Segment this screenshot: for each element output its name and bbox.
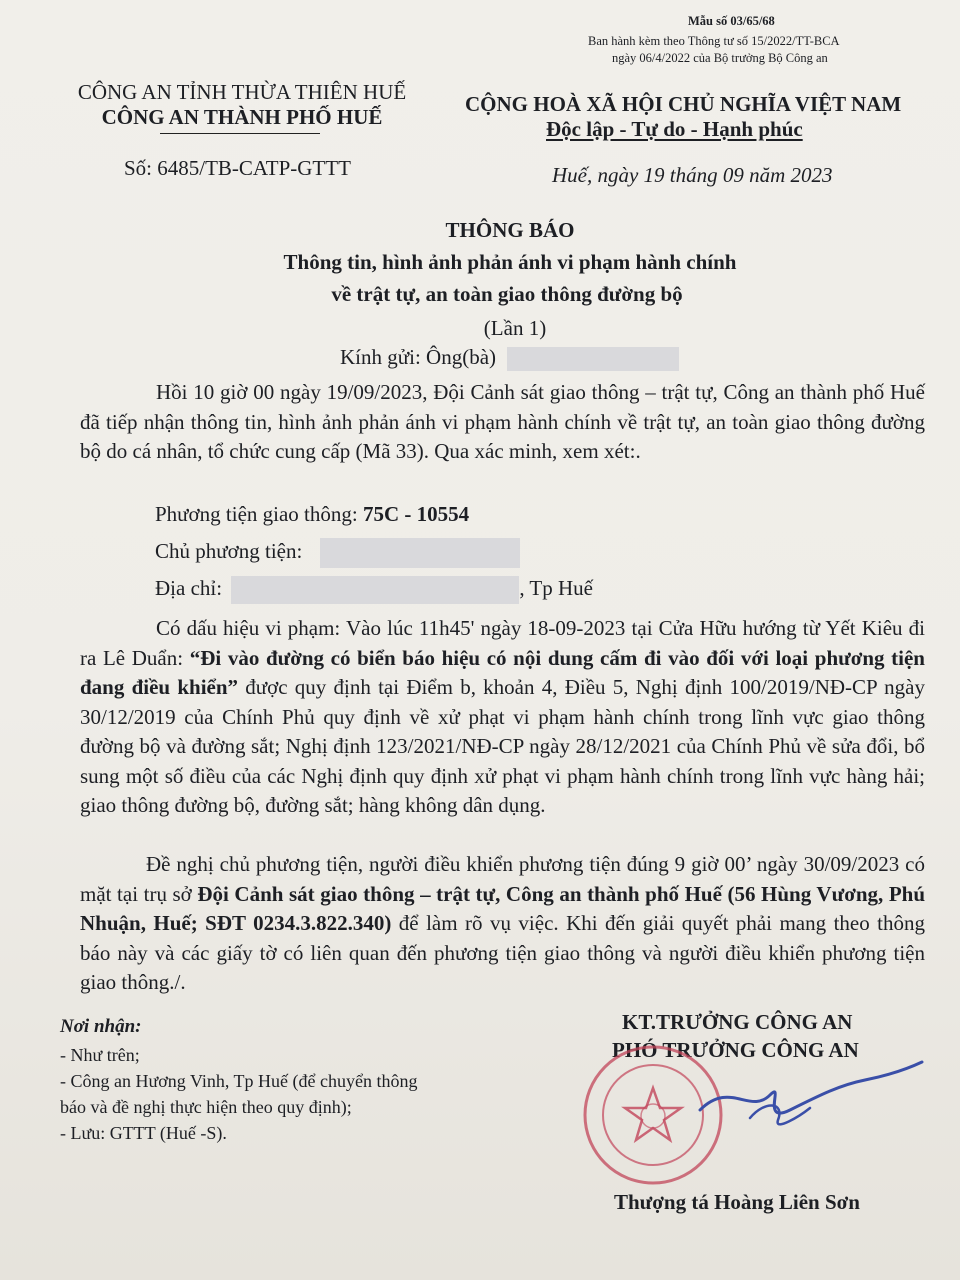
request-instructions: để làm rõ vụ việc. Khi đến giải quyết phải mang theo thông báo này và các giấy tờ có liên quan đến phương tiện giao thông và người điều khiển phương tiện giao thông./.	[80, 911, 926, 994]
owner-redaction	[320, 538, 520, 568]
address-redaction	[231, 576, 519, 604]
signer-name: Thượng tá Hoàng Liên Sơn	[614, 1190, 860, 1214]
request-intro: Đề nghị chủ phương tiện, người điều khiển phương tiện đúng 9 giờ 00’ ngày 30/09/2023 có mặt tại trụ sở	[80, 852, 925, 906]
recipients-heading: Nơi nhận:	[60, 1016, 142, 1037]
owner-label: Chủ phương tiện:	[155, 538, 303, 563]
recipient-redaction	[507, 347, 679, 371]
intro-paragraph: Hồi 10 giờ 00 ngày 19/09/2023, Đội Cảnh sát giao thông – trật tự, Công an thành phố Huế đã tiếp nhận thông tin, hình ảnh phản ánh vi phạm hành chính về trật tự, an toàn giao thông đường bộ do cá nhân, tổ chức cung cấp (Mã 33). Qua xác minh, xem xét:.	[80, 380, 925, 463]
recipient-item: - Như trên;	[60, 1045, 140, 1065]
owner-line	[155, 538, 520, 568]
violation-intro: Có dấu hiệu vi phạm: Vào lúc 11h45' ngày 18-09-2023 tại Cửa Hữu hướng từ Yết Kiêu đi ra Lê Duẩn:	[80, 616, 925, 670]
form-number: Mẫu số 03/65/68	[688, 14, 775, 28]
violation-description: “Đi vào đường có biển báo hiệu có nội dung cấm đi vào đối với loại phương tiện đang điều khiển”	[80, 645, 925, 699]
request-location: Đội Cảnh sát giao thông – trật tự, Công an thành phố Huế (56 Hùng Vương, Phú Nhuận, Huế; SĐT 0234.3.822.340)	[80, 881, 926, 935]
recipient-label: Kính gửi: Ông(bà)	[340, 345, 497, 369]
national-title: CỘNG HOÀ XÃ HỘI CHỦ NGHĨA VIỆT NAM	[465, 92, 902, 116]
recipient-line	[340, 345, 679, 371]
recipient-item: báo và đề nghị thực hiện theo quy định);	[60, 1097, 352, 1117]
form-issued-date: ngày 06/4/2022 của Bộ trưởng Bộ Công an	[612, 51, 828, 65]
signature-title: PHÓ TRƯỞNG CÔNG AN	[612, 1038, 859, 1062]
address-city: , Tp Huế	[519, 576, 593, 600]
violation-legal-basis: được quy định tại Điểm b, khoản 4, Điều 5, Nghị định 100/2019/NĐ-CP ngày 30/12/2019 của Chính Phủ quy định về xử phạt vi phạm hành chính trong lĩnh vực giao thông đường bộ và đường sắt; Nghị định 123/2021/NĐ-CP ngày 28/12/2021 của Chính Phủ về sửa đổi, bổ sung một số điều của các Nghị định quy định xử phạt vi phạm hành chính trong lĩnh vực hàng hải; giao thông đường bộ, đường sắt; hàng không dân dụng.	[80, 675, 925, 817]
notice-subtitle-2: về trật tự, an toàn giao thông đường bộ	[331, 282, 683, 306]
notice-round: (Lần 1)	[483, 316, 547, 340]
recipient-item: - Công an Hương Vinh, Tp Huế (để chuyển thông	[60, 1071, 418, 1091]
form-issued-by: Ban hành kèm theo Thông tư số 15/2022/TT-BCA	[588, 34, 840, 48]
vehicle-label: Phương tiện giao thông:	[155, 502, 363, 526]
vehicle-plate: 75C - 10554	[362, 502, 470, 526]
violation-paragraph	[80, 614, 925, 821]
agency-parent: CÔNG AN TỈNH THỪA THIÊN HUẾ	[77, 80, 407, 104]
notice-subtitle-1: Thông tin, hình ảnh phản ánh vi phạm hành chính	[283, 250, 737, 274]
signature-scribble-icon	[690, 1040, 930, 1140]
agency-name: CÔNG AN THÀNH PHỐ HUẾ	[101, 105, 383, 129]
vehicle-line	[155, 502, 469, 527]
address-label: Địa chỉ:	[155, 576, 223, 600]
agency-divider	[160, 133, 320, 134]
recipients-list	[60, 1042, 417, 1146]
notice-title: THÔNG BÁO	[445, 218, 575, 242]
document-number: Số: 6485/TB-CATP-GTTT	[124, 156, 351, 180]
address-line	[155, 576, 593, 604]
signature-authority: KT.TRƯỞNG CÔNG AN	[622, 1010, 853, 1034]
recipient-item: - Lưu: GTTT (Huế -S).	[60, 1123, 227, 1143]
national-motto: Độc lập - Tự do - Hạnh phúc	[546, 117, 803, 141]
place-date: Huế, ngày 19 tháng 09 năm 2023	[552, 163, 833, 187]
request-paragraph	[80, 850, 925, 998]
